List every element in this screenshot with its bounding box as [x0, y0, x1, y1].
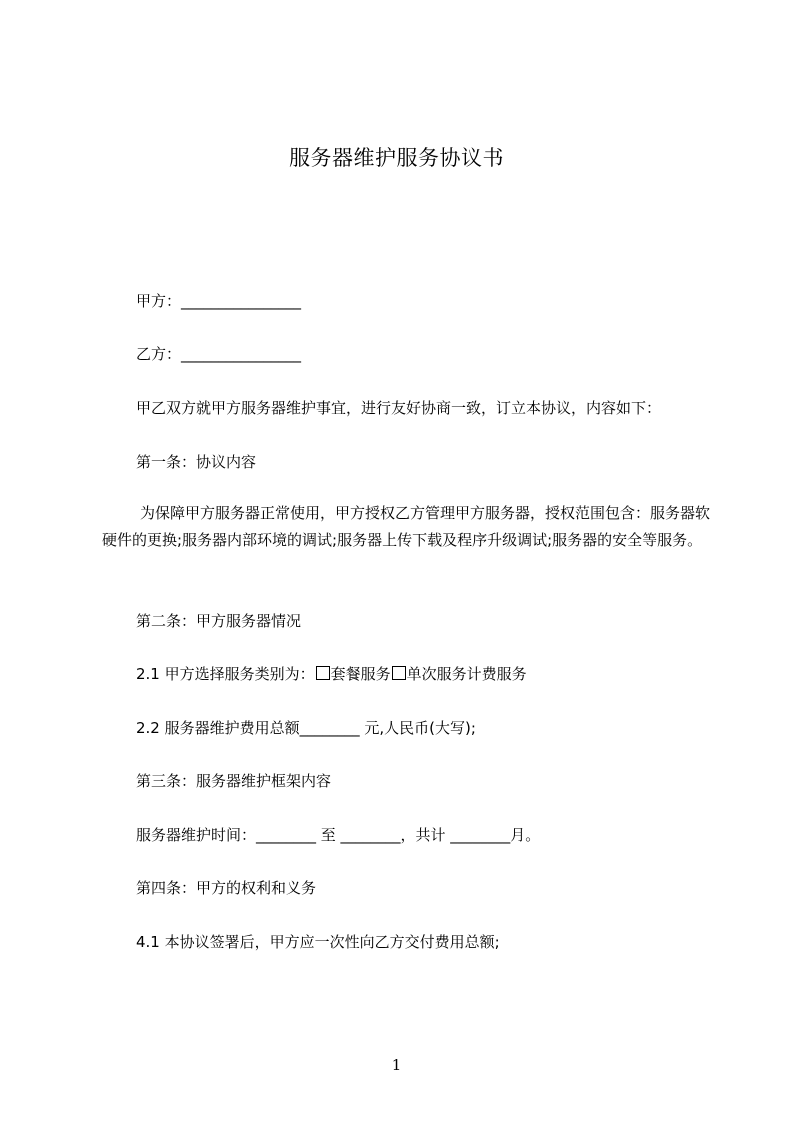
intro-text: 甲乙双方就甲方服务器维护事宜，进行友好协商一致，订立本协议，内容如下： [136, 399, 662, 417]
package-service-label: 套餐服务 [330, 665, 391, 683]
article-4-heading: 第四条：甲方的权利和义务 [136, 879, 317, 897]
document-title: 服务器维护服务协议书 [289, 146, 504, 170]
party-b-line: 乙方：________________ [136, 345, 302, 363]
clause-4-1: 4.1 本协议签署后，甲方应一次性向乙方交付费用总额; [136, 933, 500, 951]
clause-2-1-prefix: 2.1 甲方选择服务类别为： [136, 665, 315, 683]
clause-2-2: 2.2 服务器维护费用总额________ 元,人民币(大写); [136, 719, 476, 737]
package-service-checkbox[interactable] [316, 666, 330, 680]
maintenance-time-line: 服务器维护时间：________ 至 ________，共计 ________月。 [136, 826, 541, 844]
article-1-heading: 第一条：协议内容 [136, 453, 257, 471]
page-number: 1 [391, 1056, 402, 1074]
article-1-text: 为保障甲方服务器正常使用，甲方授权乙方管理甲方服务器，授权范围包含：服务器软硬件的更换;服务器内部环境的调试;服务器上传下载及程序升级调试;服务器的安全等服务。 [102, 504, 711, 549]
single-service-label: 单次服务计费服务 [406, 665, 527, 683]
clause-2-1 [136, 664, 527, 684]
article-2-heading: 第二条：甲方服务器情况 [136, 612, 302, 630]
article-3-heading: 第三条：服务器维护框架内容 [136, 772, 332, 790]
party-a-line: 甲方：________________ [136, 292, 302, 310]
single-service-checkbox[interactable] [392, 666, 406, 680]
